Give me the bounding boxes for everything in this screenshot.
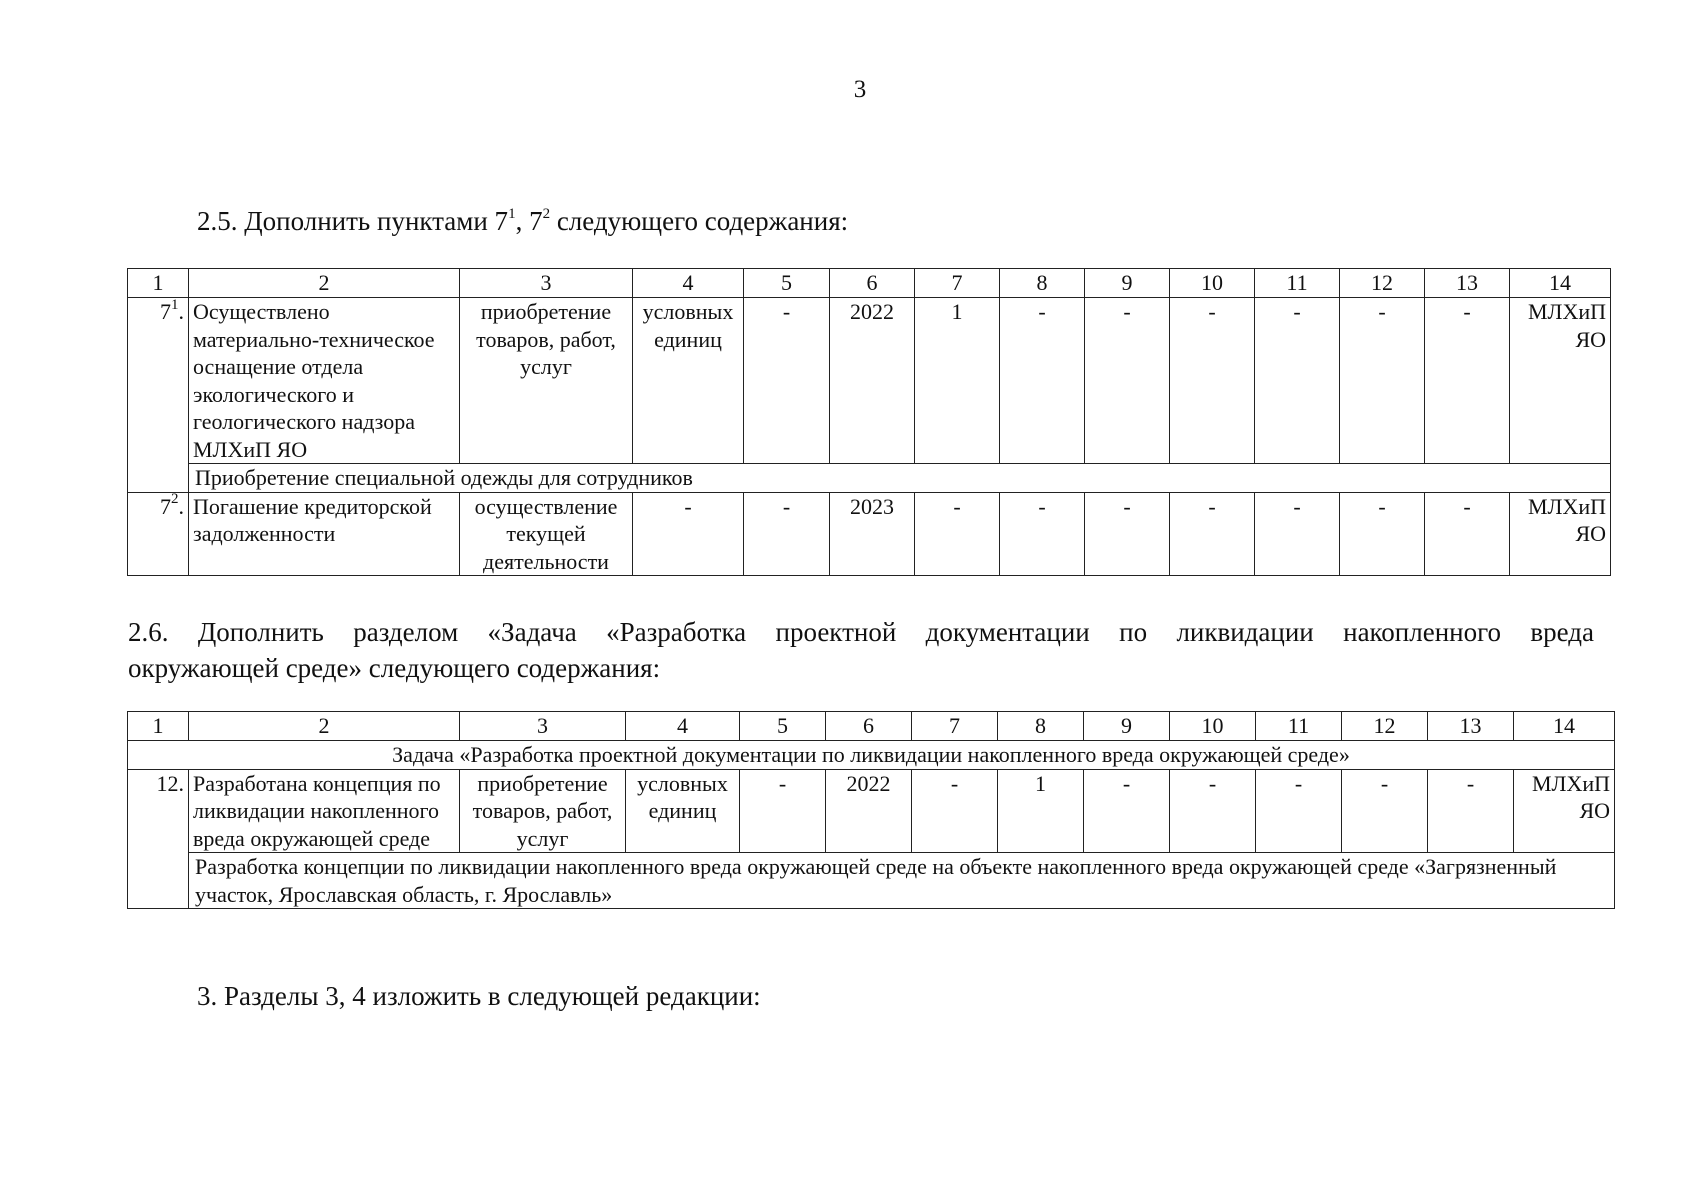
page-number: 3 — [853, 76, 867, 103]
row-col-8: - — [1000, 298, 1085, 464]
table-task-12 — [127, 711, 1615, 909]
row-col-12: - — [1340, 492, 1425, 576]
column-number-11: 11 — [1255, 269, 1340, 298]
column-number-13: 13 — [1428, 712, 1514, 741]
column-number-5: 5 — [740, 712, 826, 741]
row-col-14: МЛХиП ЯО — [1510, 298, 1611, 464]
column-number-2: 2 — [189, 712, 460, 741]
row-number — [128, 492, 189, 576]
row-col-4: условных единиц — [626, 769, 740, 853]
row-col-8: - — [1000, 492, 1085, 576]
paragraph-3: 3. Разделы 3, 4 изложить в следующей редакции: — [197, 981, 761, 1011]
row-col-9: - — [1084, 769, 1170, 853]
column-number-5: 5 — [744, 269, 830, 298]
column-number-8: 8 — [1000, 269, 1085, 298]
column-number-10: 10 — [1170, 712, 1256, 741]
row-col-5: - — [744, 492, 830, 576]
row-col-14: МЛХиП ЯО — [1510, 492, 1611, 576]
row-number-sup: 2 — [171, 492, 179, 508]
column-number-6: 6 — [830, 269, 915, 298]
row-col-7: 1 — [915, 298, 1000, 464]
column-number-1: 1 — [128, 712, 189, 741]
column-number-8: 8 — [998, 712, 1084, 741]
row-col-11: - — [1255, 298, 1340, 464]
column-number-7: 7 — [915, 269, 1000, 298]
column-number-6: 6 — [826, 712, 912, 741]
table-note-row — [128, 464, 1611, 493]
row-col-14: МЛХиП ЯО — [1514, 769, 1615, 853]
row-col-13: - — [1425, 492, 1510, 576]
row-number-sup: 1 — [171, 297, 179, 313]
row-col-10: - — [1170, 769, 1256, 853]
task-title: Задача «Разработка проектной документации по ликвидации накопленного вреда окружающей среде» — [128, 741, 1615, 770]
column-number-10: 10 — [1170, 269, 1255, 298]
column-number-12: 12 — [1340, 269, 1425, 298]
row-col-9: - — [1085, 298, 1170, 464]
table-row — [128, 769, 1615, 853]
row-col-7: - — [915, 492, 1000, 576]
row-note: Разработка концепции по ликвидации накопленного вреда окружающей среде на объекте накопленного вреда окружающей среде «Загрязненный участок, Ярославская область, г. Ярославль» — [189, 853, 1615, 909]
task-title-row — [128, 741, 1615, 770]
row-col-6: 2022 — [830, 298, 915, 464]
row-col-6: 2023 — [830, 492, 915, 576]
column-number-7: 7 — [912, 712, 998, 741]
row-col-10: - — [1170, 492, 1255, 576]
paragraph-2-5-suffix: следующего содержания: — [550, 206, 849, 236]
column-number-12: 12 — [1342, 712, 1428, 741]
column-number-9: 9 — [1084, 712, 1170, 741]
row-col-12: - — [1340, 298, 1425, 464]
row-name: Погашение кредиторской задолженности — [189, 492, 460, 576]
row-col-4: - — [633, 492, 744, 576]
row-col-11: - — [1256, 769, 1342, 853]
column-number-11: 11 — [1256, 712, 1342, 741]
table-items-7 — [127, 268, 1611, 576]
row-col-10: - — [1170, 298, 1255, 464]
row-number-dot: . — [178, 493, 184, 519]
column-number-3: 3 — [460, 712, 626, 741]
row-col-13: - — [1428, 769, 1514, 853]
row-col-4: условных единиц — [633, 298, 744, 464]
paragraph-2-5-sup2: 2 — [542, 206, 551, 222]
table-header-row — [128, 269, 1611, 298]
row-col-3: приобретение товаров, работ, услуг — [460, 769, 626, 853]
paragraph-2-6-line1: 2.6. Дополнить разделом «Задача «Разработка проектной документации по ликвидации накопленного вреда — [128, 617, 1594, 647]
row-col-3: приобретение товаров, работ, услуг — [460, 298, 633, 464]
row-col-9: - — [1085, 492, 1170, 576]
paragraph-2-5-mid: , 7 — [515, 206, 543, 236]
row-col-13: - — [1425, 298, 1510, 464]
paragraph-2-5-prefix: 2.5. Дополнить пунктами 7 — [197, 206, 509, 236]
row-number-main: 7 — [160, 299, 171, 324]
column-number-4: 4 — [626, 712, 740, 741]
column-number-2: 2 — [189, 269, 460, 298]
row-col-11: - — [1255, 492, 1340, 576]
column-number-3: 3 — [460, 269, 633, 298]
row-col-3: осуществление текущей деятельности — [460, 492, 633, 576]
paragraph-2-6-line2: окружающей среде» следующего содержания: — [128, 653, 661, 683]
table-row — [128, 492, 1611, 576]
column-number-13: 13 — [1425, 269, 1510, 298]
paragraph-2-5-sup1: 1 — [508, 206, 516, 222]
table-header-row — [128, 712, 1615, 741]
row-name: Осуществлено материально-техническое оснащение отдела экологического и геологического надзора МЛХиП ЯО — [189, 298, 460, 464]
row-col-12: - — [1342, 769, 1428, 853]
row-col-7: - — [912, 769, 998, 853]
table-row — [128, 298, 1611, 464]
row-col-5: - — [740, 769, 826, 853]
row-col-8: 1 — [998, 769, 1084, 853]
column-number-14: 14 — [1510, 269, 1611, 298]
column-number-4: 4 — [633, 269, 744, 298]
paragraph-2-5 — [197, 203, 848, 239]
row-note: Приобретение специальной одежды для сотрудников — [189, 464, 1611, 493]
column-number-1: 1 — [128, 269, 189, 298]
column-number-9: 9 — [1085, 269, 1170, 298]
row-number-main: 7 — [160, 493, 171, 519]
column-number-14: 14 — [1514, 712, 1615, 741]
row-number-dot: . — [178, 299, 184, 324]
row-col-6: 2022 — [826, 769, 912, 853]
table-note-row — [128, 853, 1615, 909]
row-number — [128, 298, 189, 493]
row-col-5: - — [744, 298, 830, 464]
row-name: Разработана концепция по ликвидации накопленного вреда окружающей среде — [189, 769, 460, 853]
row-number: 12. — [128, 769, 189, 909]
